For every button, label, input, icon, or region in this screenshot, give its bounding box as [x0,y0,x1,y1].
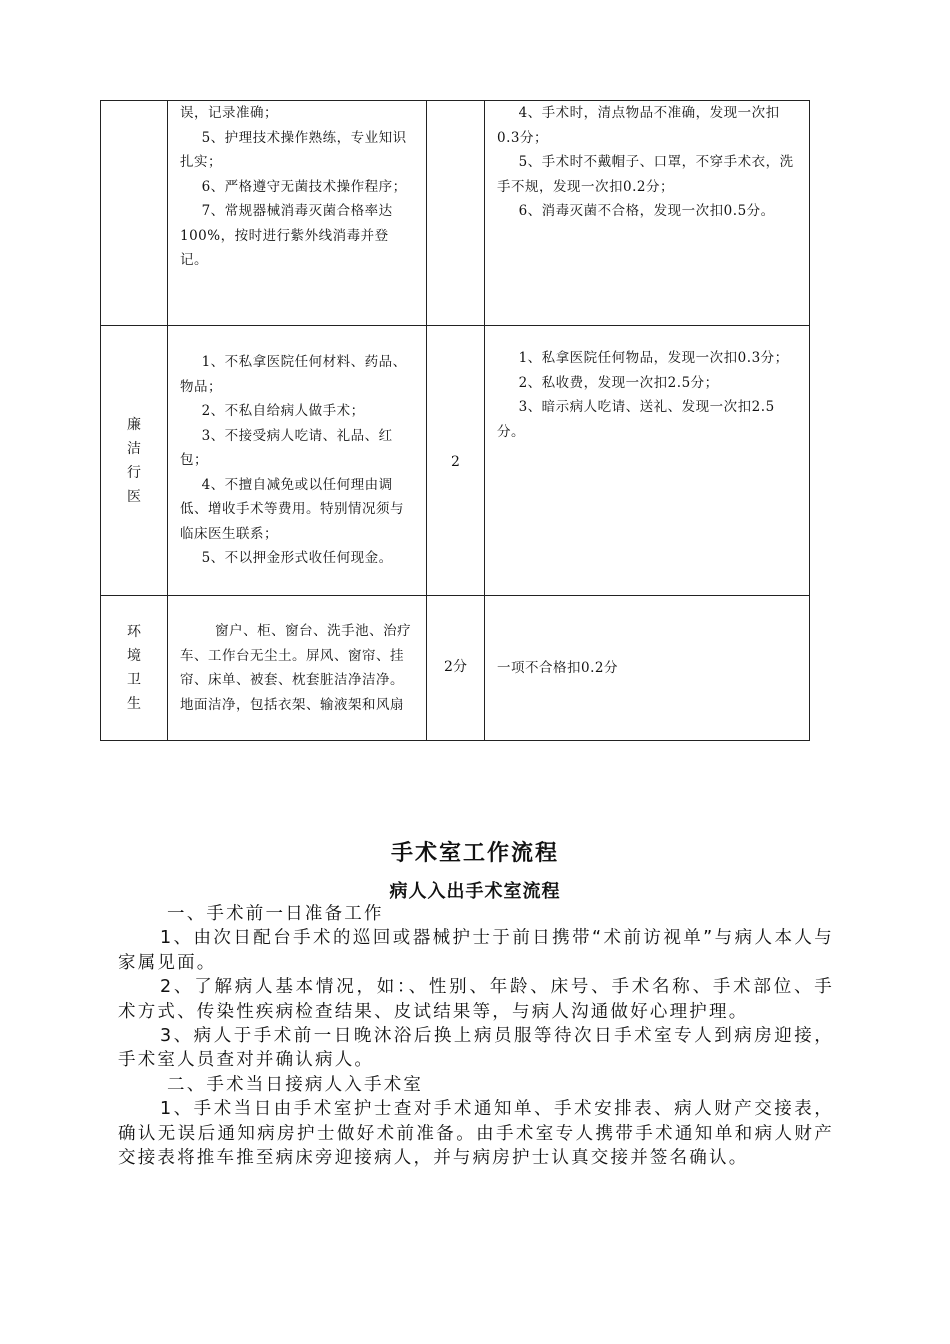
score-cell [427,101,485,326]
page-title: 手术室工作流程 [390,841,559,866]
deduction-item: 5、手术时不戴帽子、口罩，不穿手术衣，洗手不规，发现一次扣0.2分； [497,154,794,195]
standard-item: 窗户、柜、窗台、洗手池、治疗车、工作台无尘土。屏风、窗帘、挂帘、床单、被套、枕套脏洁净洁净。地面洁净，包括衣架、输液架和风扇 [180,623,412,713]
category-cell [101,326,168,596]
deduction-item: 一项不合格扣0.2分 [497,659,618,676]
standard-item: 5、不以押金形式收任何现金。 [201,550,393,567]
category-cell [101,101,168,326]
deduction-item: 4、手术时，清点物品不准确，发现一次扣0.3分； [497,105,780,146]
deduction-cell [485,326,810,596]
standard-item: 7、常规器械消毒灭菌合格率达100%，按时进行紫外线消毒并登记。 [180,203,393,268]
deduction-item: 3、暗示病人吃请、送礼、发现一次扣2.5分。 [497,399,775,440]
score-cell [427,596,485,741]
deduction-cell [485,596,810,741]
standard-item: 3、不接受病人吃请、礼品、红包； [180,427,393,469]
body-text [118,902,834,1170]
standard-cell [168,596,427,741]
standard-item: 4、不擅自减免或以任何理由调低、增收手术等费用。特别情况须与临床医生联系； [180,476,404,542]
deduction-item: 2、私收费，发现一次扣2.5分； [518,374,719,391]
deduction-item: 1、私拿医院任何物品，发现一次扣0.3分； [518,350,789,366]
standard-item: 6、严格遵守无菌技术操作程序； [201,178,407,195]
section-heading: 一、手术前一日准备工作 [167,904,384,924]
paragraph: 1、由次日配台手术的巡回或器械护士于前日携带“术前访视单”与病人本人与家属见面。 [118,928,834,973]
category-label: 环境卫生 [127,624,141,712]
standard-cell [168,326,427,596]
evaluation-table [100,100,810,741]
standard-item: 1、不私拿医院任何材料、药品、物品； [180,354,407,395]
paragraph: 3、病人于手术前一日晚沐浴后换上病员服等待次日手术室专人到病房迎接，手术室人员查对并确认病人。 [118,1026,834,1071]
paragraph: 1、手术当日由手术室护士查对手术通知单、手术安排表、病人财产交接表，确认无误后通知病房护士做好术前准备。由手术室专人携带手术通知单和病人财产交接表将推车推至病床旁迎接病人，并与病房护士认真交接并签名确认。 [118,1099,834,1169]
deduction-cell [485,101,810,326]
paragraph: 2、了解病人基本情况，如：、性别、年龄、床号、手术名称、手术部位、手术方式、传染性疾病检查结果、皮试结果等，与病人沟通做好心理护理。 [118,977,834,1022]
category-cell [101,596,168,741]
score-value: 2 [451,454,460,470]
table-row [101,596,810,741]
category-label: 廉洁行医 [127,416,141,505]
standard-item: 5、护理技术操作熟练，专业知识扎实； [180,129,407,170]
section-subtitle: 病人入出手术室流程 [389,881,561,902]
standard-cell [168,101,427,326]
table-row [101,326,810,596]
score-value: 2分 [444,659,467,675]
table-row [101,101,810,326]
standard-item: 误，记录准确； [180,105,278,121]
section-heading: 二、手术当日接病人入手术室 [167,1074,424,1095]
deduction-item: 6、消毒灭菌不合格，发现一次扣0.5分。 [518,203,775,219]
score-cell [427,326,485,596]
standard-item: 2、不私自给病人做手术； [201,403,365,420]
